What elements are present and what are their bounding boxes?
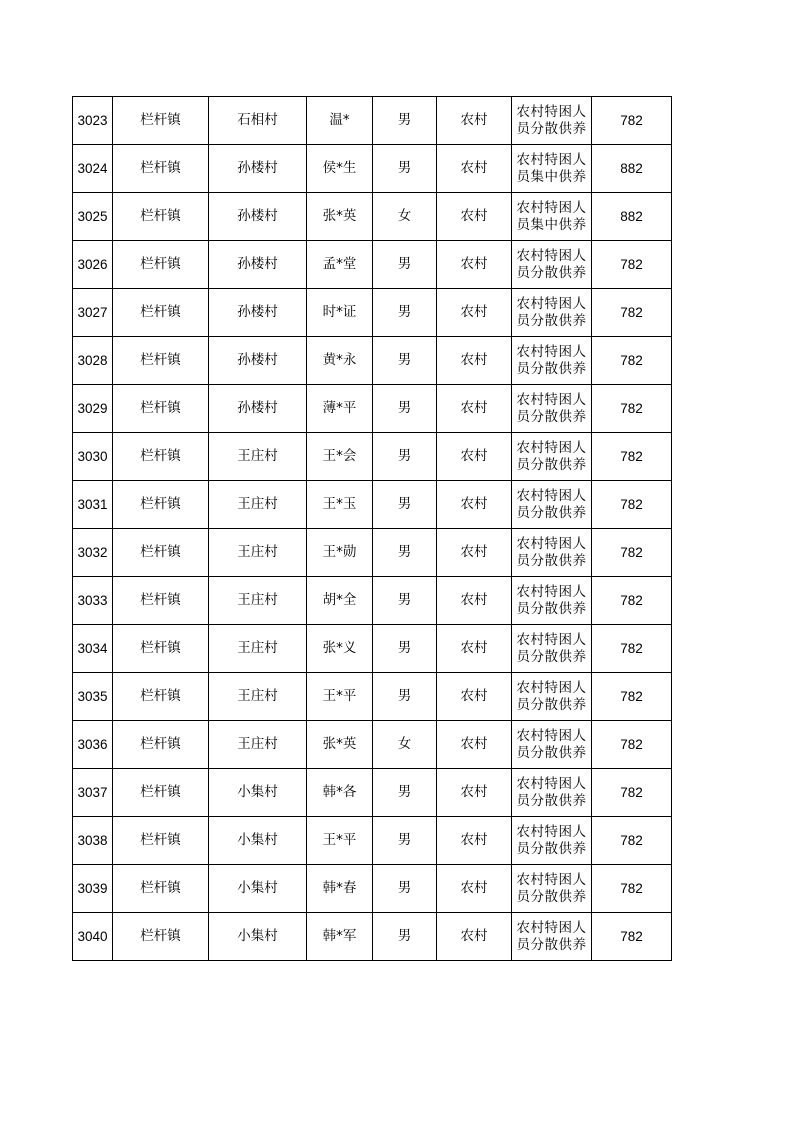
support-type-line-1: 农村特困人 <box>516 247 587 264</box>
support-type-line-2: 员集中供养 <box>516 168 587 185</box>
cell-town: 栏杆镇 <box>113 145 209 193</box>
cell-gender: 男 <box>373 481 437 529</box>
table-row <box>73 481 672 529</box>
support-type-line-2: 员分散供养 <box>516 792 587 809</box>
cell-person-name: 温* <box>307 97 373 145</box>
cell-gender: 男 <box>373 433 437 481</box>
roster-table <box>72 96 672 961</box>
roster-body <box>73 97 672 961</box>
cell-village: 王庄村 <box>209 721 307 769</box>
cell-support-type <box>512 769 592 817</box>
table-row <box>73 577 672 625</box>
cell-serial-number: 3033 <box>73 577 113 625</box>
cell-village: 小集村 <box>209 769 307 817</box>
cell-amount: 782 <box>592 913 672 961</box>
cell-support-type <box>512 913 592 961</box>
cell-serial-number: 3032 <box>73 529 113 577</box>
table-row <box>73 241 672 289</box>
cell-household-type: 农村 <box>437 97 512 145</box>
table-row <box>73 337 672 385</box>
cell-serial-number: 3031 <box>73 481 113 529</box>
cell-support-type <box>512 625 592 673</box>
cell-village: 孙楼村 <box>209 145 307 193</box>
cell-gender: 男 <box>373 625 437 673</box>
support-type-line-2: 员分散供养 <box>516 360 587 377</box>
support-type-line-1: 农村特困人 <box>516 535 587 552</box>
support-type-line-2: 员分散供养 <box>516 888 587 905</box>
cell-serial-number: 3025 <box>73 193 113 241</box>
support-type-line-2: 员集中供养 <box>516 216 587 233</box>
cell-village: 孙楼村 <box>209 241 307 289</box>
cell-town: 栏杆镇 <box>113 913 209 961</box>
table-row <box>73 145 672 193</box>
cell-town: 栏杆镇 <box>113 337 209 385</box>
support-type-line-2: 员分散供养 <box>516 264 587 281</box>
support-type-line-2: 员分散供养 <box>516 600 587 617</box>
cell-village: 王庄村 <box>209 529 307 577</box>
cell-serial-number: 3034 <box>73 625 113 673</box>
support-type-line-1: 农村特困人 <box>516 919 587 936</box>
cell-household-type: 农村 <box>437 817 512 865</box>
support-type-line-1: 农村特困人 <box>516 151 587 168</box>
support-type-line-2: 员分散供养 <box>516 312 587 329</box>
cell-serial-number: 3024 <box>73 145 113 193</box>
cell-gender: 女 <box>373 193 437 241</box>
cell-amount: 782 <box>592 529 672 577</box>
cell-person-name: 侯*生 <box>307 145 373 193</box>
cell-amount: 782 <box>592 577 672 625</box>
support-type-line-1: 农村特困人 <box>516 679 587 696</box>
cell-village: 小集村 <box>209 913 307 961</box>
cell-support-type <box>512 241 592 289</box>
support-type-line-1: 农村特困人 <box>516 583 587 600</box>
cell-village: 王庄村 <box>209 577 307 625</box>
cell-household-type: 农村 <box>437 625 512 673</box>
cell-town: 栏杆镇 <box>113 241 209 289</box>
cell-household-type: 农村 <box>437 241 512 289</box>
table-row <box>73 529 672 577</box>
support-type-line-2: 员分散供养 <box>516 456 587 473</box>
cell-person-name: 张*英 <box>307 721 373 769</box>
cell-person-name: 黄*永 <box>307 337 373 385</box>
cell-support-type <box>512 337 592 385</box>
cell-support-type <box>512 145 592 193</box>
cell-person-name: 韩*各 <box>307 769 373 817</box>
cell-serial-number: 3026 <box>73 241 113 289</box>
cell-household-type: 农村 <box>437 193 512 241</box>
cell-serial-number: 3040 <box>73 913 113 961</box>
cell-support-type <box>512 385 592 433</box>
table-row <box>73 913 672 961</box>
support-type-line-1: 农村特困人 <box>516 487 587 504</box>
cell-support-type <box>512 817 592 865</box>
cell-serial-number: 3037 <box>73 769 113 817</box>
cell-amount: 782 <box>592 241 672 289</box>
cell-town: 栏杆镇 <box>113 193 209 241</box>
cell-amount: 782 <box>592 817 672 865</box>
cell-gender: 男 <box>373 241 437 289</box>
table-row <box>73 865 672 913</box>
support-type-line-2: 员分散供养 <box>516 552 587 569</box>
cell-household-type: 农村 <box>437 433 512 481</box>
cell-gender: 男 <box>373 337 437 385</box>
cell-support-type <box>512 481 592 529</box>
cell-amount: 782 <box>592 289 672 337</box>
table-row <box>73 193 672 241</box>
table-row <box>73 385 672 433</box>
cell-serial-number: 3023 <box>73 97 113 145</box>
support-type-line-2: 员分散供养 <box>516 648 587 665</box>
cell-support-type <box>512 577 592 625</box>
cell-person-name: 王*会 <box>307 433 373 481</box>
cell-household-type: 农村 <box>437 481 512 529</box>
cell-person-name: 王*平 <box>307 673 373 721</box>
cell-household-type: 农村 <box>437 577 512 625</box>
support-type-line-2: 员分散供养 <box>516 936 587 953</box>
cell-town: 栏杆镇 <box>113 817 209 865</box>
table-row <box>73 289 672 337</box>
cell-serial-number: 3029 <box>73 385 113 433</box>
cell-household-type: 农村 <box>437 145 512 193</box>
cell-person-name: 张*义 <box>307 625 373 673</box>
cell-serial-number: 3028 <box>73 337 113 385</box>
cell-town: 栏杆镇 <box>113 481 209 529</box>
cell-household-type: 农村 <box>437 865 512 913</box>
cell-support-type <box>512 193 592 241</box>
cell-household-type: 农村 <box>437 673 512 721</box>
cell-person-name: 张*英 <box>307 193 373 241</box>
cell-gender: 男 <box>373 289 437 337</box>
cell-household-type: 农村 <box>437 721 512 769</box>
cell-support-type <box>512 289 592 337</box>
cell-town: 栏杆镇 <box>113 673 209 721</box>
cell-support-type <box>512 529 592 577</box>
cell-amount: 782 <box>592 625 672 673</box>
cell-amount: 782 <box>592 385 672 433</box>
cell-household-type: 农村 <box>437 769 512 817</box>
cell-amount: 782 <box>592 97 672 145</box>
cell-person-name: 时*证 <box>307 289 373 337</box>
cell-gender: 男 <box>373 385 437 433</box>
cell-person-name: 王*勋 <box>307 529 373 577</box>
cell-person-name: 韩*春 <box>307 865 373 913</box>
cell-village: 小集村 <box>209 865 307 913</box>
cell-gender: 男 <box>373 865 437 913</box>
cell-village: 孙楼村 <box>209 337 307 385</box>
cell-town: 栏杆镇 <box>113 385 209 433</box>
cell-gender: 女 <box>373 721 437 769</box>
cell-town: 栏杆镇 <box>113 289 209 337</box>
table-row <box>73 625 672 673</box>
cell-village: 王庄村 <box>209 673 307 721</box>
cell-village: 孙楼村 <box>209 385 307 433</box>
support-type-line-1: 农村特困人 <box>516 775 587 792</box>
support-type-line-1: 农村特困人 <box>516 199 587 216</box>
cell-gender: 男 <box>373 769 437 817</box>
cell-serial-number: 3027 <box>73 289 113 337</box>
cell-town: 栏杆镇 <box>113 529 209 577</box>
cell-person-name: 薄*平 <box>307 385 373 433</box>
cell-gender: 男 <box>373 577 437 625</box>
cell-serial-number: 3030 <box>73 433 113 481</box>
cell-village: 孙楼村 <box>209 193 307 241</box>
table-row <box>73 433 672 481</box>
cell-gender: 男 <box>373 97 437 145</box>
support-type-line-2: 员分散供养 <box>516 744 587 761</box>
cell-household-type: 农村 <box>437 337 512 385</box>
support-type-line-2: 员分散供养 <box>516 504 587 521</box>
cell-amount: 782 <box>592 865 672 913</box>
cell-household-type: 农村 <box>437 913 512 961</box>
cell-gender: 男 <box>373 673 437 721</box>
cell-village: 小集村 <box>209 817 307 865</box>
cell-amount: 782 <box>592 481 672 529</box>
cell-town: 栏杆镇 <box>113 769 209 817</box>
support-type-line-1: 农村特困人 <box>516 103 587 120</box>
cell-village: 石相村 <box>209 97 307 145</box>
cell-serial-number: 3038 <box>73 817 113 865</box>
cell-serial-number: 3039 <box>73 865 113 913</box>
cell-village: 王庄村 <box>209 481 307 529</box>
table-row <box>73 97 672 145</box>
cell-village: 王庄村 <box>209 625 307 673</box>
cell-household-type: 农村 <box>437 385 512 433</box>
cell-gender: 男 <box>373 913 437 961</box>
cell-support-type <box>512 721 592 769</box>
cell-serial-number: 3035 <box>73 673 113 721</box>
support-type-line-2: 员分散供养 <box>516 408 587 425</box>
cell-gender: 男 <box>373 529 437 577</box>
support-type-line-1: 农村特困人 <box>516 295 587 312</box>
cell-town: 栏杆镇 <box>113 97 209 145</box>
cell-household-type: 农村 <box>437 289 512 337</box>
cell-person-name: 胡*全 <box>307 577 373 625</box>
cell-town: 栏杆镇 <box>113 865 209 913</box>
cell-amount: 782 <box>592 433 672 481</box>
cell-amount: 782 <box>592 721 672 769</box>
cell-gender: 男 <box>373 145 437 193</box>
cell-town: 栏杆镇 <box>113 577 209 625</box>
cell-support-type <box>512 433 592 481</box>
table-row <box>73 721 672 769</box>
support-type-line-2: 员分散供养 <box>516 120 587 137</box>
support-type-line-1: 农村特困人 <box>516 823 587 840</box>
table-row <box>73 817 672 865</box>
cell-person-name: 孟*堂 <box>307 241 373 289</box>
cell-amount: 782 <box>592 769 672 817</box>
cell-support-type <box>512 97 592 145</box>
support-type-line-1: 农村特困人 <box>516 391 587 408</box>
cell-amount: 882 <box>592 193 672 241</box>
cell-amount: 782 <box>592 673 672 721</box>
cell-town: 栏杆镇 <box>113 625 209 673</box>
cell-village: 王庄村 <box>209 433 307 481</box>
cell-household-type: 农村 <box>437 529 512 577</box>
cell-serial-number: 3036 <box>73 721 113 769</box>
support-type-line-2: 员分散供养 <box>516 840 587 857</box>
cell-person-name: 韩*军 <box>307 913 373 961</box>
cell-gender: 男 <box>373 817 437 865</box>
cell-person-name: 王*平 <box>307 817 373 865</box>
support-type-line-1: 农村特困人 <box>516 439 587 456</box>
table-row <box>73 673 672 721</box>
cell-amount: 782 <box>592 337 672 385</box>
cell-person-name: 王*玉 <box>307 481 373 529</box>
cell-support-type <box>512 865 592 913</box>
support-type-line-1: 农村特困人 <box>516 631 587 648</box>
support-type-line-1: 农村特困人 <box>516 727 587 744</box>
cell-town: 栏杆镇 <box>113 721 209 769</box>
table-row <box>73 769 672 817</box>
cell-village: 孙楼村 <box>209 289 307 337</box>
cell-town: 栏杆镇 <box>113 433 209 481</box>
support-type-line-2: 员分散供养 <box>516 696 587 713</box>
support-type-line-1: 农村特困人 <box>516 343 587 360</box>
cell-support-type <box>512 673 592 721</box>
cell-amount: 882 <box>592 145 672 193</box>
support-type-line-1: 农村特困人 <box>516 871 587 888</box>
